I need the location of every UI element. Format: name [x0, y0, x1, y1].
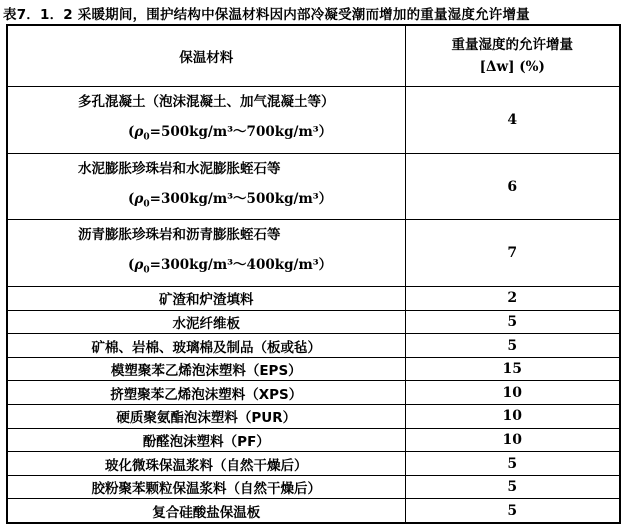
table-row — [7, 357, 620, 381]
allowance-value: 5 — [405, 452, 620, 476]
header-allowance — [405, 25, 620, 87]
table-row — [7, 381, 620, 405]
header-allowance-line2: [Δw] (%) — [479, 59, 545, 75]
table-caption: 表7．1．2 采暖期间，围护结构中保温材料因内部冷凝受潮而增加的重量湿度允许增量 — [3, 7, 530, 23]
allowance-value: 15 — [405, 357, 620, 381]
table-row — [7, 452, 620, 476]
material-name: 沥青膨胀珍珠岩和沥青膨胀蛭石等 — [78, 227, 281, 244]
material-name: 模塑聚苯乙烯泡沫塑料（EPS） — [7, 357, 405, 381]
material-name: 玻化微珠保温浆料（自然干燥后） — [7, 452, 405, 476]
material-name: 复合硅酸盐保温板 — [7, 499, 405, 523]
material-cell — [7, 87, 405, 154]
allowance-value: 4 — [405, 87, 620, 154]
allowance-value: 6 — [405, 153, 620, 220]
allowance-value: 10 — [405, 405, 620, 429]
table-row — [7, 153, 620, 220]
table-row — [7, 405, 620, 429]
allowance-value: 5 — [405, 475, 620, 499]
allowance-value: 5 — [405, 334, 620, 358]
table-header-row — [7, 25, 620, 87]
table-row — [7, 499, 620, 523]
allowance-value: 5 — [405, 310, 620, 334]
allowance-value: 5 — [405, 499, 620, 523]
material-density: $(\rho_0=300kg/m^3\sim 400kg/m^3)$ — [128, 257, 333, 277]
material-name: 多孔混凝土（泡沫混凝土、加气混凝土等） — [78, 94, 335, 110]
material-density: $(\rho_0=500kg/m^3\sim 700kg/m^3)$ — [128, 124, 333, 143]
table-row — [7, 220, 620, 287]
allowance-value: 7 — [405, 220, 620, 287]
allowance-value: 2 — [405, 287, 620, 311]
allowance-value: 10 — [405, 381, 620, 405]
material-name: 矿棉、岩棉、玻璃棉及制品（板或毡） — [7, 334, 405, 358]
material-name: 挤塑聚苯乙烯泡沫塑料（XPS） — [7, 381, 405, 405]
table-row — [7, 310, 620, 334]
header-allowance-line1: 重量湿度的允许增量 — [451, 37, 573, 53]
table-row — [7, 428, 620, 452]
material-cell — [7, 220, 405, 287]
allowance-value: 10 — [405, 428, 620, 452]
material-name: 硬质聚氨酯泡沫塑料（PUR） — [7, 405, 405, 429]
material-density: $(\rho_0=300kg/m^3\sim 500kg/m^3)$ — [128, 190, 333, 210]
table-row — [7, 287, 620, 311]
material-name: 矿渣和炉渣填料 — [7, 287, 405, 311]
table-row — [7, 87, 620, 154]
material-cell — [7, 153, 405, 220]
material-name: 水泥膨胀珍珠岩和水泥膨胀蛭石等 — [78, 160, 281, 177]
header-material: 保温材料 — [7, 25, 405, 87]
material-name: 酚醛泡沫塑料（PF） — [7, 428, 405, 452]
material-name: 水泥纤维板 — [7, 310, 405, 334]
moisture-allowance-table — [6, 24, 621, 524]
material-name: 胶粉聚苯颗粒保温浆料（自然干燥后） — [7, 475, 405, 499]
table-row — [7, 334, 620, 358]
table-row — [7, 475, 620, 499]
